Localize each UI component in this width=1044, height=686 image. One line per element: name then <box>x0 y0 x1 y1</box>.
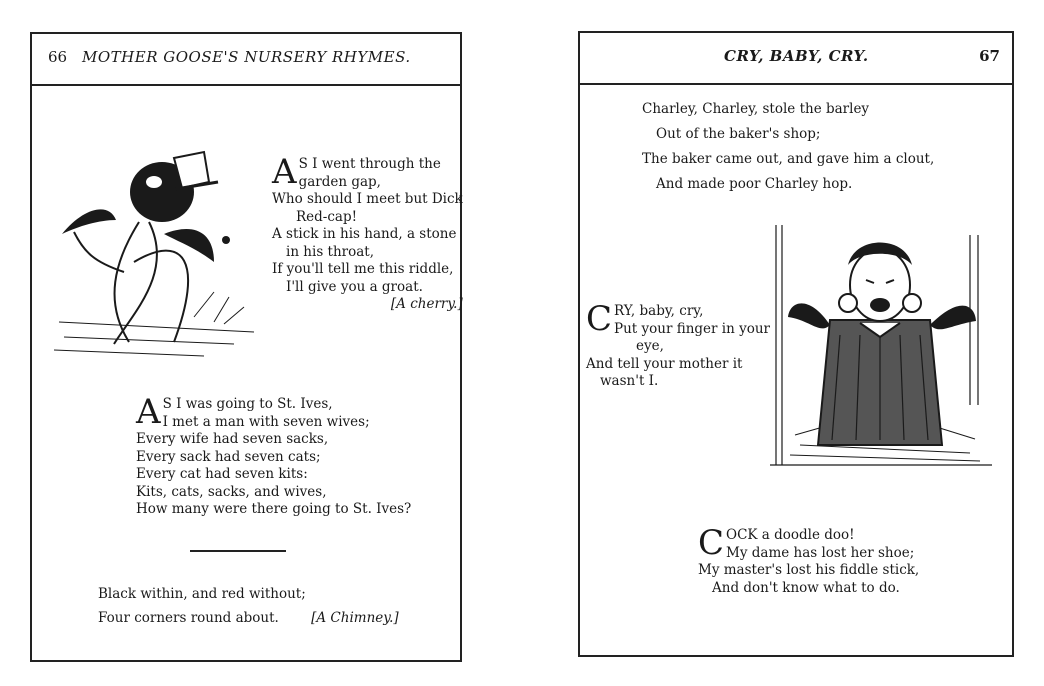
verse-line: If you'll tell me this riddle, <box>272 261 454 277</box>
dropcap: C <box>698 523 725 563</box>
verse-line: Black within, and red without; <box>98 586 306 602</box>
verse-line: I'll give you a groat. <box>286 278 423 295</box>
verse-line <box>98 606 399 630</box>
rhyme-chimney <box>98 582 399 630</box>
verse-line: OCK a doodle doo! <box>726 527 855 543</box>
rhyme-charley <box>642 97 934 197</box>
verse-line: I met a man with seven wives; <box>162 413 370 430</box>
verse-line: Out of the baker's shop; <box>656 126 821 142</box>
verse-line: RY, baby, cry, <box>614 303 704 319</box>
rhyme-st-ives <box>136 392 412 519</box>
page-number: 66 <box>48 48 68 66</box>
verse-line: And made poor Charley hop. <box>656 176 853 192</box>
dropcap: A <box>136 392 161 432</box>
running-title: CRY, BABY, CRY. <box>724 47 869 65</box>
verse-line: in his throat, <box>286 243 375 260</box>
right-page <box>578 31 1014 657</box>
right-page-header <box>580 33 1012 85</box>
verse-line: A stick in his hand, a stone <box>272 226 457 242</box>
riddle-answer: [A Chimney.] <box>311 610 399 626</box>
section-divider <box>190 550 286 552</box>
verse-line-text: Four corners round about. <box>98 610 279 626</box>
verse-line: Put your finger in your <box>614 320 770 337</box>
verse-line: S I went through the <box>298 156 441 172</box>
verse-line: Charley, Charley, stole the barley <box>642 101 870 117</box>
rhyme-cry-baby <box>586 299 770 391</box>
verse-line: eye, <box>636 338 664 354</box>
left-page <box>30 32 462 662</box>
verse-line: The baker came out, and gave him a clout, <box>642 151 935 167</box>
verse-line: Who should I meet but Dick <box>272 191 463 207</box>
verse-line: Every sack had seven cats; <box>136 448 321 465</box>
running-title: MOTHER GOOSE'S NURSERY RHYMES. <box>82 48 411 66</box>
verse-line: My master's lost his fiddle stick, <box>698 562 920 578</box>
verse-line: My dame has lost her shoe; <box>726 544 915 561</box>
verse-line: Every wife had seven sacks, <box>136 431 329 447</box>
verse-line: S I was going to St. Ives, <box>162 396 333 412</box>
rhyme-cherry <box>272 152 463 314</box>
verse-line: wasn't I. <box>600 373 659 389</box>
cherry-illustration <box>54 112 264 362</box>
left-page-header <box>32 34 460 86</box>
verse-line: Every cat had seven kits: <box>136 466 308 482</box>
riddle-answer: [A cherry.] <box>390 296 463 312</box>
verse-line: garden gap, <box>298 173 381 190</box>
verse-line: How many were there going to St. Ives? <box>136 501 412 517</box>
dropcap: A <box>272 152 297 192</box>
dropcap: C <box>586 299 613 339</box>
page-number: 67 <box>979 47 1000 65</box>
verse-line: And tell your mother it <box>586 355 743 372</box>
verse-line: Red-cap! <box>296 208 358 225</box>
verse-line: Kits, cats, sacks, and wives, <box>136 483 327 500</box>
crying-boy-illustration <box>770 225 992 481</box>
verse-line: And don't know what to do. <box>712 579 900 596</box>
rhyme-cock-a-doodle <box>698 523 920 597</box>
